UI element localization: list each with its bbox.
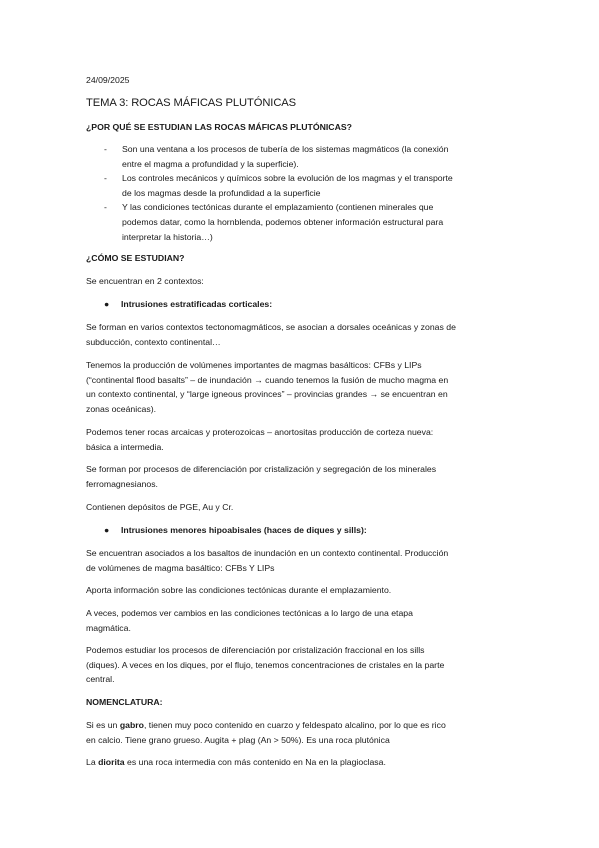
- paragraph-line: zonas oceánicas).: [86, 403, 157, 414]
- paragraph-line: (“continental flood basalts” – de inundación → cuando tenemos la fusión de mucho magma en: [86, 374, 449, 385]
- paragraph-line: en calcio. Tiene grano grueso. Augita + plag (An > 50%). Es una roca plutónica: [86, 734, 390, 745]
- paragraph-line: (diques). A veces en los diques, por el flujo, tenemos concentraciones de cristales en la parte: [86, 659, 445, 670]
- list-item-line: de los magmas desde la profundidad a la superficie: [122, 187, 321, 198]
- bullet-label: Intrusiones menores hipoabisales (haces de diques y sills):: [121, 525, 367, 535]
- paragraph-line: central.: [86, 674, 115, 685]
- paragraph-line: ferromagnesianos.: [86, 478, 158, 489]
- paragraph-line: Tenemos la producción de volúmenes importantes de magmas basálticos: CFBs y LIPs: [86, 360, 422, 370]
- paragraph-diorita: [86, 755, 516, 770]
- paragraph-line: [86, 720, 446, 730]
- bullet-dot-icon: ●: [104, 299, 110, 309]
- section-heading-nomenclature: NOMENCLATURA:: [86, 697, 163, 707]
- paragraph-line: A veces, podemos ver cambios en las condiciones tectónicas a lo largo de una etapa: [86, 608, 413, 618]
- bullet-label: Intrusiones estratificadas corticales:: [121, 299, 273, 309]
- list-item-line: Son una ventana a los procesos de tubería de los sistemas magmáticos (la conexión: [122, 144, 449, 154]
- paragraph: [86, 643, 516, 687]
- text-run: La: [86, 757, 99, 767]
- paragraph-line: magmática.: [86, 622, 131, 633]
- term-diorita: diorita: [98, 757, 125, 767]
- paragraph-line: Podemos tener rocas arcaicas y proterozoicas – anortositas producción de corteza nueva:: [86, 427, 434, 437]
- document-title: TEMA 3: ROCAS MÁFICAS PLUTÓNICAS: [86, 97, 297, 109]
- paragraph: Contienen depósitos de PGE, Au y Cr.: [86, 502, 234, 512]
- list-item: [104, 142, 514, 171]
- paragraph-line: Se forman por procesos de diferenciación por cristalización y segregación de los minerales: [86, 464, 437, 474]
- section-heading-why: ¿POR QUÉ SE ESTUDIAN LAS ROCAS MÁFICAS PLUTÓNICAS?: [86, 122, 352, 132]
- paragraph: [86, 425, 516, 454]
- list-item-line: Y las condiciones tectónicas durante el emplazamiento (contienen minerales que: [122, 202, 434, 213]
- list-item: [104, 171, 514, 200]
- list-item-line: interpretar la historia…): [122, 231, 213, 242]
- list-item-line: Los controles mecánicos y químicos sobre la evolución de los magmas y el transporte: [122, 173, 453, 184]
- paragraph-line: de volúmenes de magma basáltico: CFBs Y LIPs: [86, 562, 275, 573]
- paragraph: [86, 358, 516, 416]
- list-item: [104, 200, 514, 244]
- list-item-line: podemos datar, como la hornblenda, podemos obtener información estructural para: [122, 216, 444, 227]
- section-heading-how: ¿CÓMO SE ESTUDIAN?: [86, 253, 185, 263]
- paragraph-gabro: [86, 718, 516, 747]
- paragraph: [86, 606, 516, 635]
- paragraph-line: subducción, contexto continental…: [86, 336, 221, 347]
- paragraph-line: [86, 757, 386, 767]
- paragraph: [86, 546, 516, 575]
- list-item-line: entre el magma a profundidad y la superficie).: [122, 158, 299, 169]
- paragraph-line: Se encuentran asociados a los basaltos de inundación en un contexto continental. Producción: [86, 548, 449, 558]
- text-run: Si es un: [86, 720, 120, 730]
- paragraph: Aporta información sobre las condiciones tectónicas durante el emplazamiento.: [86, 585, 392, 595]
- paragraph-line: Se forman en varios contextos tectonomagmáticos, se asocian a dorsales oceánicas y zonas de: [86, 322, 456, 332]
- text-run: , tienen muy poco contenido en cuarzo y feldespato alcalino, por lo que es rico: [143, 720, 446, 730]
- paragraph-line: básica a intermedia.: [86, 441, 164, 452]
- paragraph-line: un contexto continental, y “large igneous provinces” – provincias grandes → se encuentran en: [86, 389, 448, 400]
- reasons-list: [104, 142, 514, 244]
- paragraph: [86, 320, 516, 349]
- text-run: es una roca intermedia con más contenido en Na en la plagioclasa.: [124, 757, 386, 767]
- bullet-dot-icon: ●: [104, 525, 110, 535]
- term-gabro: gabro: [119, 720, 144, 730]
- contexts-intro: Se encuentran en 2 contextos:: [86, 276, 204, 286]
- paragraph-line: Podemos estudiar los procesos de diferenciación por cristalización fraccional en los sills: [86, 645, 425, 655]
- paragraph: [86, 462, 516, 491]
- document-date: 24/09/2025: [86, 75, 130, 85]
